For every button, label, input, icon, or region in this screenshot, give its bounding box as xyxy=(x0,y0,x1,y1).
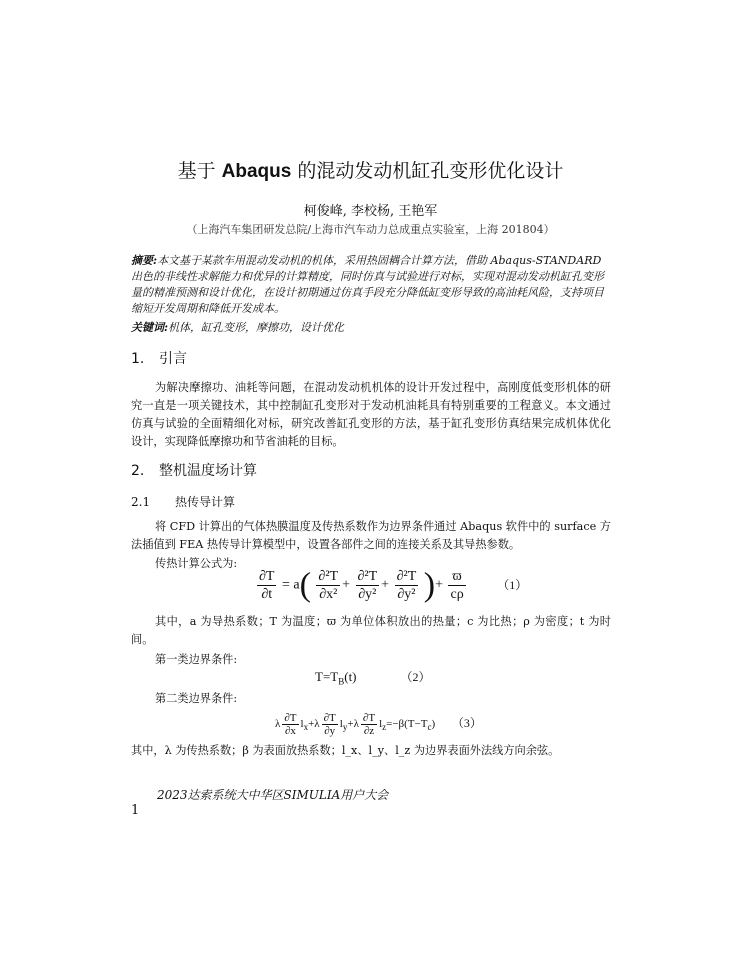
section-1-heading: 1. 引言 xyxy=(131,351,187,367)
section-2-heading: 2. 整机温度场计算 xyxy=(131,463,257,479)
bc2-label: 第二类边界条件: xyxy=(155,692,238,705)
affiliation: （上海汽车集团研发总院/上海市汽车动力总成重点实验室，上海 201804） xyxy=(186,223,555,236)
equation-1-description: 其中，a 为导热系数；T 为温度；ϖ 为单位体积放出的热量；c 为比热；ρ 为密度；t 为时间。 xyxy=(131,615,611,646)
conference-footer: 2023达索系统大中华区SIMULIA用户大会 xyxy=(157,788,389,802)
equation-3: λ $\frac{\partial T}{\partial x}$ $l_x+\lambda$ $\frac{\partial T}{\partial y}$ $l_y+\lambda$ $\frac{\partial T}{\partial z}$ $l_z=-\beta(T-T_c)$ （3） xyxy=(275,712,482,737)
keywords: 关键词:机体，缸孔变形，摩擦功，设计优化 xyxy=(131,321,345,334)
authors: 柯俊峰, 李校杨, 王艳军 xyxy=(303,204,438,219)
page-number: 1 xyxy=(131,803,140,818)
equation-1: $\frac{\partial T}{\partial t}$ = a( $\frac{\text{∂²T}}{\text{∂x²}}$ + $\frac{\text{∂²T}}{\text{∂y²}}$ + $\frac{\text{∂²T}}{\text{∂y²}}$ )+ $\frac{ϖ}{c\rho}$ （1） xyxy=(259,566,528,604)
subsection-heading: 2.1 热传导计算 xyxy=(131,495,236,509)
bc1-label: 第一类边界条件: xyxy=(155,653,238,666)
formula-intro: 传热计算公式为: xyxy=(155,557,238,570)
section-1-body: 为解决摩擦功、油耗等问题，在混动发动机机体的设计开发过程中，高刚度低变形机体的研究一直是一项关键技术，其中控制缸孔变形对于发动机油耗具有特别重要的工程意义。本文通过仿真与试验的全面精细化对标，研究改善缸孔变形的方法，基于缸孔变形仿真结果完成机体优化设计，实现降低摩擦功和节省油耗的目标。 xyxy=(131,381,611,448)
paper-title: 基于 Abaqus 的混动发动机缸孔变形优化设计 xyxy=(177,160,564,182)
section-2-1-body: 将 CFD 计算出的气体热膜温度及传热系数作为边界条件通过 Abaqus 软件中的 surface 方法插值到 FEA 热传导计算模型中，设置各部件之间的连接关系及其导热参数。 xyxy=(131,520,611,551)
equation-2: $T=T_B(t)$ （2） xyxy=(315,669,431,687)
equation-3-description: 其中，λ 为传热系数；β 为表面放热系数；l_x、l_y、l_z 为边界表面外法线方向余弦。 xyxy=(131,744,560,757)
abstract: 摘要:本文基于某款车用混动发动机的机体，采用热固耦合计算方法，借助 Abaqus-STANDARD 出色的非线性求解能力和优异的计算精度，同时仿真与试验进行对标，实现对混动发动机缸孔变形量的精准预测和设计优化，在设计初期通过仿真手段充分降低缸变形导致的高油耗风险，支持项目缩短开发周期和降低开发成本。 xyxy=(131,254,604,315)
